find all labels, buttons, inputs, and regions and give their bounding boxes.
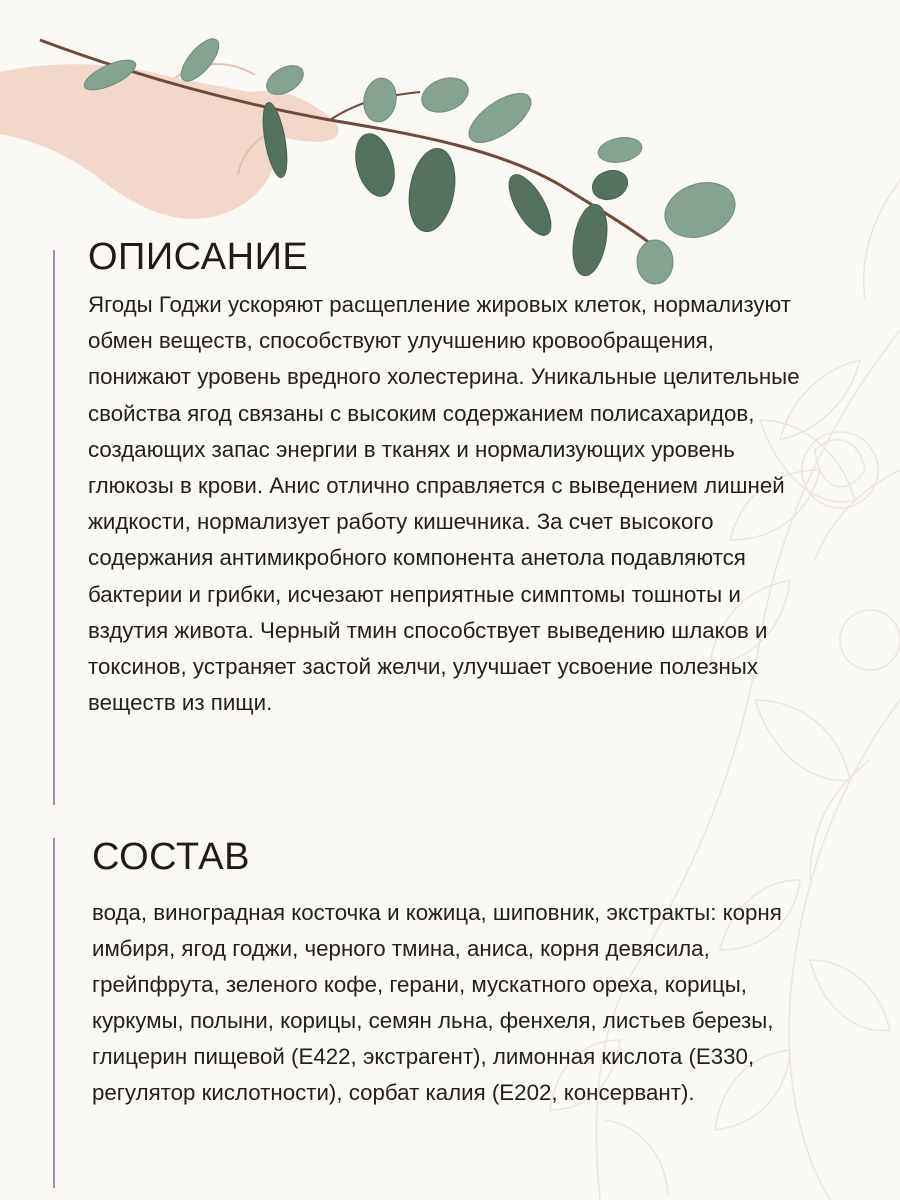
description-section bbox=[88, 236, 808, 721]
accent-line-description bbox=[53, 250, 55, 805]
description-text: Ягоды Годжи ускоряют расщепление жировых клеток, нормализуют обмен веществ, способствуют улучшению кровообращения, понижают уровень вредного холестерина. Уникальные целительные свойства ягод связаны с высоким содержанием полисахаридов, создающих запас энергии в тканях и нормализующих уровень глюкозы в крови. Анис отлично справляется с выведением лишней жидкости, нормализует работу кишечника. За счет высокого содержания антимикробного компонента анетола подавляются бактерии и грибки, исчезают неприятные симптомы тошноты и вздутия живота. Черный тмин способствует выведению шлаков и токсинов, устраняет застой желчи, улучшает усвоение полезных веществ из пищи. bbox=[88, 292, 800, 716]
composition-text: вода, виноградная косточка и кожица, шиповник, экстракты: корня имбиря, ягод годжи, черного тмина, аниса, корня девясила, грейпфрута, зеленого кофе, герани, мускатного ореха, корицы, куркумы, полыни, корицы, семян льна, фенхеля, листьев березы, глицерин пищевой (Е422, экстрагент), лимонная кислота (Е330, регулятор кислотности), сорбат калия (Е202, консервант). bbox=[92, 900, 782, 1106]
composition-section bbox=[92, 836, 812, 1112]
description-title: ОПИСАНИЕ bbox=[88, 236, 309, 278]
composition-title: СОСТАВ bbox=[92, 836, 250, 878]
accent-line-composition bbox=[53, 838, 55, 1188]
